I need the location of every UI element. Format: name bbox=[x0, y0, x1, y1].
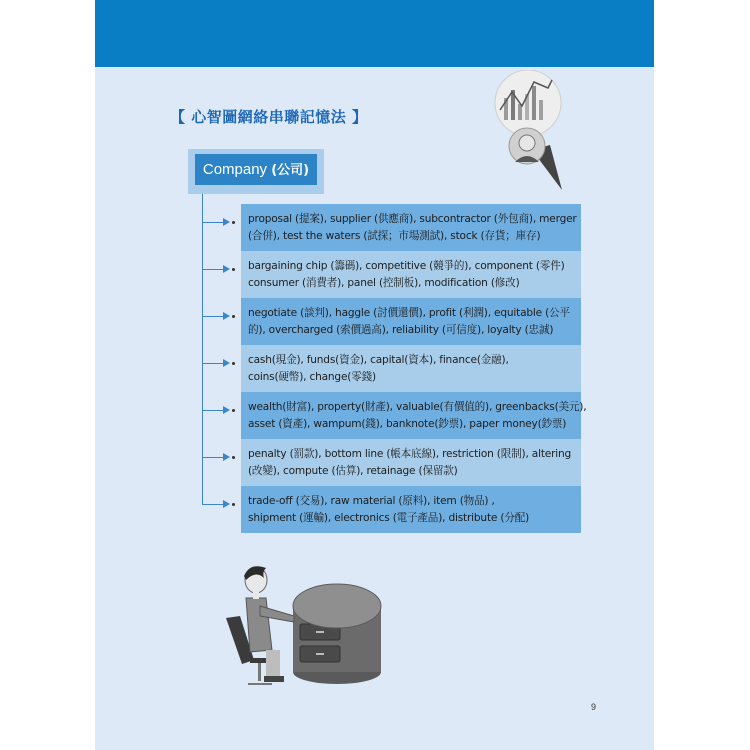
arrow-icon bbox=[223, 265, 230, 273]
vocab-line: trade-off (交易), raw material (原料), item (物品) , bbox=[248, 495, 495, 507]
vocab-row bbox=[241, 345, 581, 392]
bullet-icon bbox=[232, 362, 235, 365]
bullet-icon bbox=[232, 315, 235, 318]
company-node-label-zh: (公司) bbox=[271, 163, 310, 178]
vocab-row bbox=[241, 204, 581, 251]
company-node bbox=[195, 154, 317, 185]
section-title: 【 心智圖網絡串聯記憶法 】 bbox=[170, 108, 368, 126]
bullet-icon bbox=[232, 456, 235, 459]
vocab-line: (改變), compute (估算), retainage (保留款) bbox=[248, 465, 458, 477]
vocab-line: cash(現金), funds(資金), capital(資本), finance(金融), bbox=[248, 354, 509, 366]
arrow-icon bbox=[223, 312, 230, 320]
page-number: 9 bbox=[591, 702, 597, 712]
arrow-icon bbox=[223, 218, 230, 226]
vocab-line: shipment (運輸), electronics (電子產品), distribute (分配) bbox=[248, 512, 530, 524]
book-page bbox=[95, 0, 654, 750]
arrow-icon bbox=[223, 359, 230, 367]
bullet-icon bbox=[232, 268, 235, 271]
bullet-icon bbox=[232, 409, 235, 412]
arrow-icon bbox=[223, 453, 230, 461]
bullet-icon bbox=[232, 221, 235, 224]
header-band bbox=[95, 0, 654, 67]
arrow-icon bbox=[223, 406, 230, 414]
vocab-row bbox=[241, 251, 581, 298]
vocab-line: 的), overcharged (索價過高), reliability (可信度), loyalty (忠誠) bbox=[248, 324, 554, 336]
vocab-line: negotiate (談判), haggle (討價還價), profit (利潤), equitable (公平 bbox=[248, 307, 570, 319]
vocab-row bbox=[241, 486, 581, 533]
bullet-icon bbox=[232, 503, 235, 506]
chart-and-person-illustration bbox=[490, 70, 580, 195]
vocab-row bbox=[241, 439, 581, 486]
arrow-icon bbox=[223, 500, 230, 508]
vocab-line: coins(硬幣), change(零錢) bbox=[248, 371, 376, 383]
vocab-row bbox=[241, 392, 587, 439]
vocab-row bbox=[241, 298, 581, 345]
vocab-line: consumer (消費者), panel (控制板), modification (修改) bbox=[248, 277, 520, 289]
vocab-line: wealth(財富), property(財產), valuable(有價值的), greenbacks(美元), bbox=[248, 401, 587, 413]
vocab-line: bargaining chip (籌碼), competitive (競爭的), component (零件) bbox=[248, 260, 565, 272]
vocab-line: penalty (罰款), bottom line (帳本底線), restriction (限制), altering bbox=[248, 448, 572, 460]
businessman-at-desk-illustration bbox=[220, 560, 390, 690]
vocab-line: asset (資產), wampum(錢), banknote(鈔票), paper money(鈔票) bbox=[248, 418, 567, 430]
vocab-line: proposal (提案), supplier (供應商), subcontractor (外包商), merger bbox=[248, 213, 577, 225]
company-node-label: Company bbox=[202, 161, 268, 178]
tree-trunk-line bbox=[202, 194, 203, 505]
vocab-line: (合併), test the waters (試探；市場測試), stock (存貨；庫存) bbox=[248, 230, 541, 242]
